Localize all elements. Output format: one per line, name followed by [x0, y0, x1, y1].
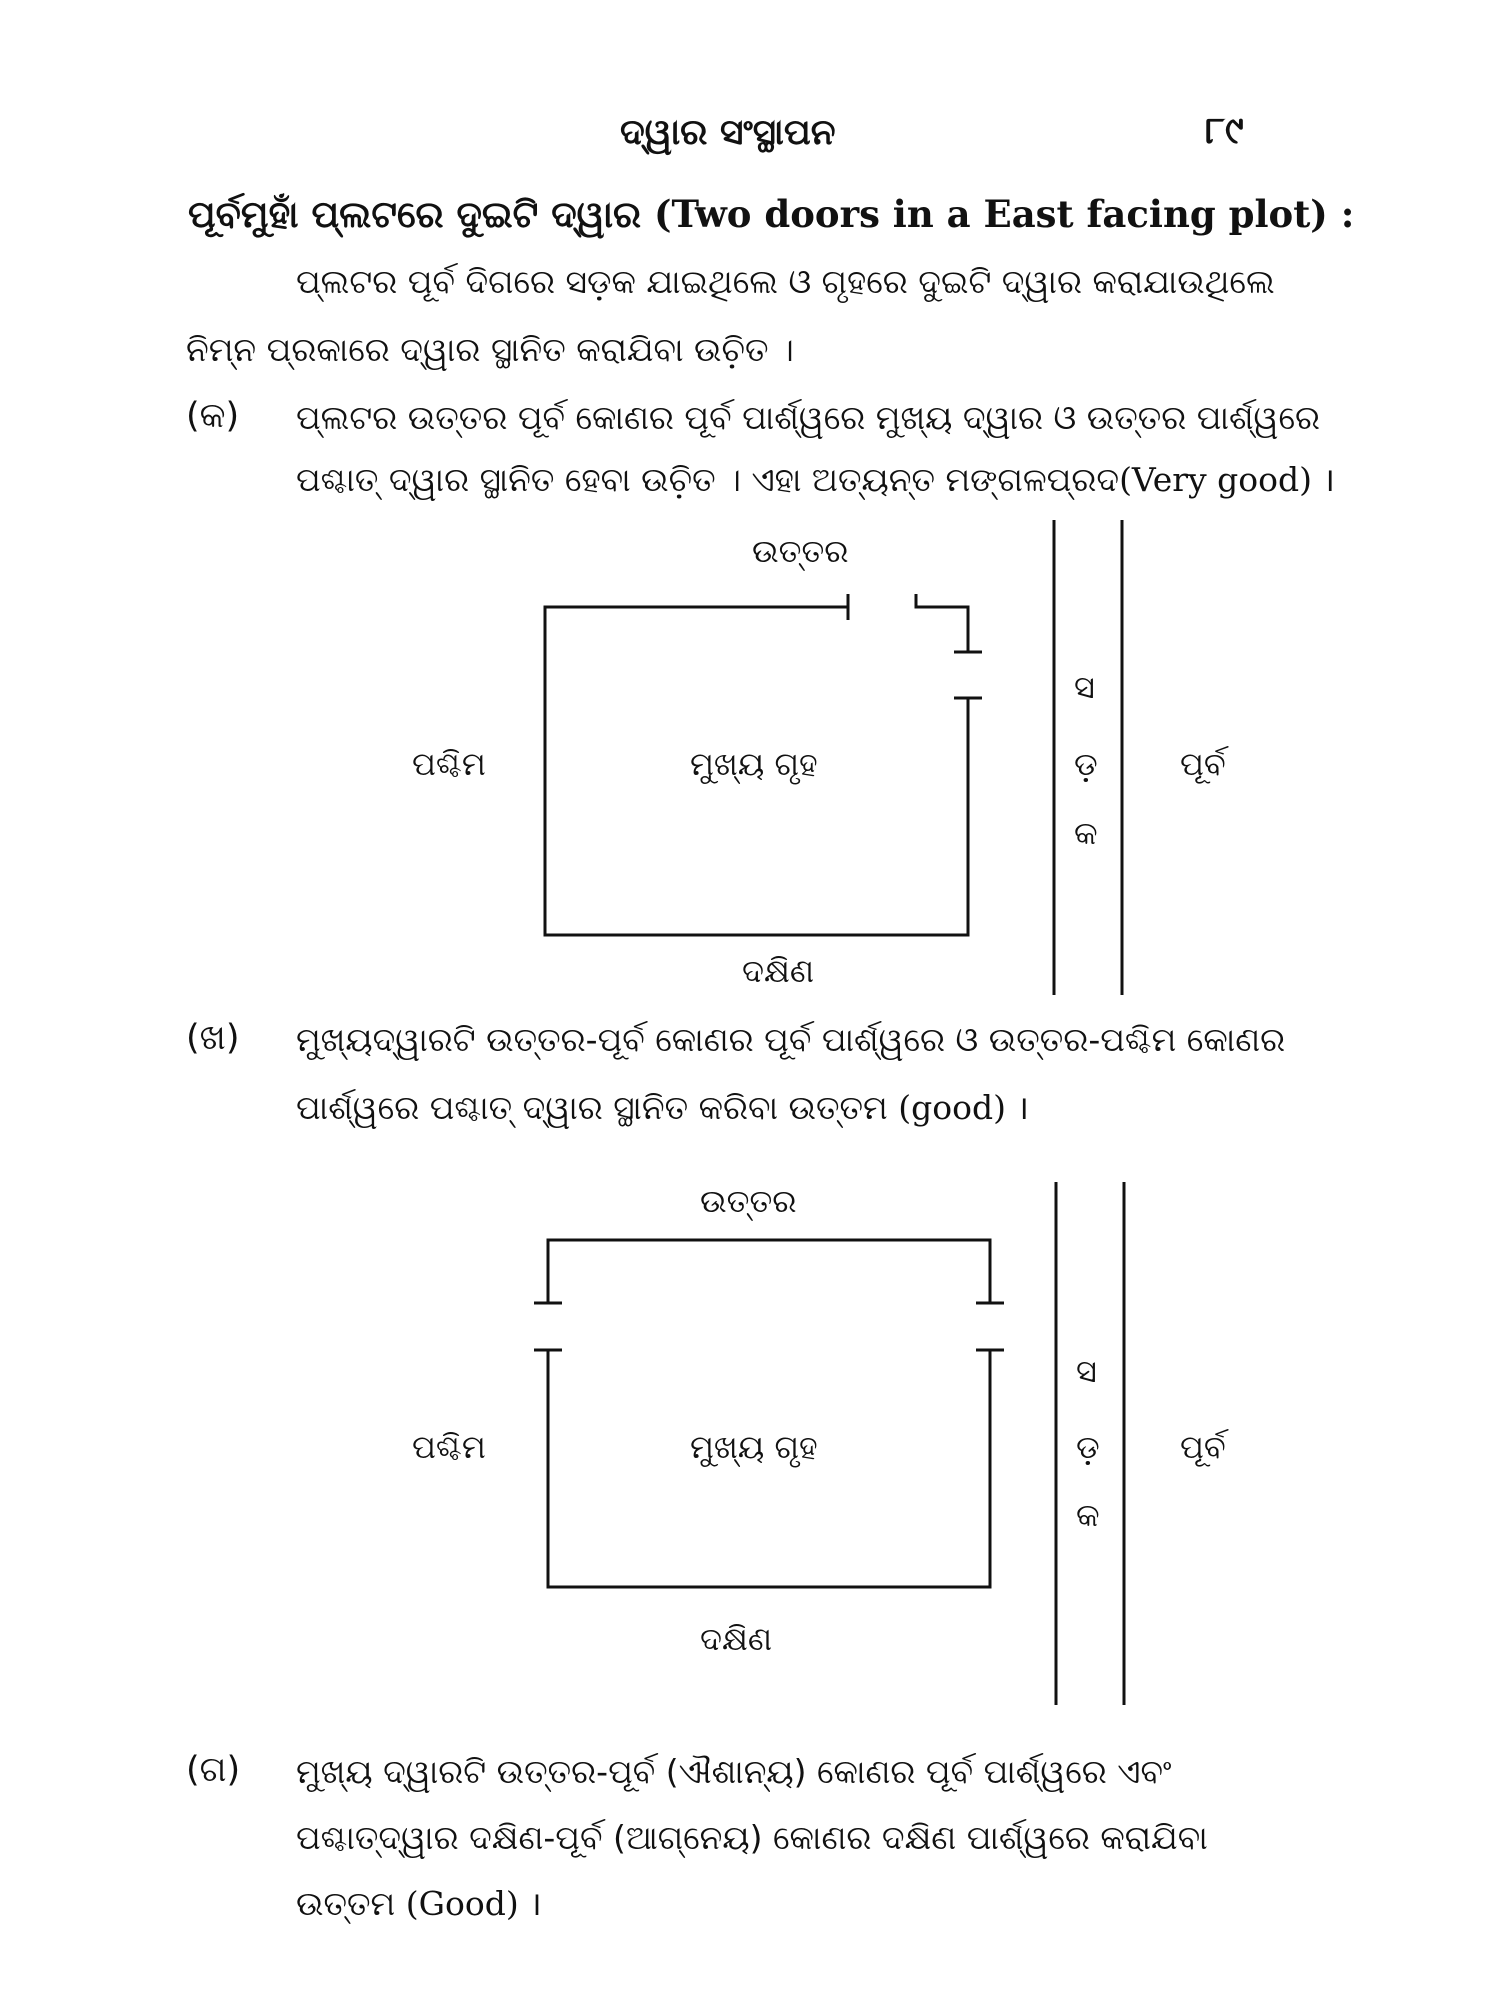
diagram-2-west-label: ପଶ୍ଚିମ — [412, 1428, 486, 1466]
page-number: ୮୯ — [1205, 108, 1244, 152]
item-kha-line-2-odia: ପାର୍ଶ୍ୱରେ ପଶ୍ଚାତ୍ ଦ୍ୱାର ସ୍ଥାନିତ କରିବା ଉତ୍ତମ — [296, 1088, 888, 1127]
diagram-1-road-char-3: କ — [1074, 814, 1098, 852]
diagram-1-house-label: ମୁଖ୍ୟ ଗୃହ — [690, 745, 818, 783]
item-ka-line-2-odia: ପଶ୍ଚାତ୍ ଦ୍ୱାର ସ୍ଥାନିତ ହେବା ଉଚ଼ିତ । ଏହା ଅତ୍ୟନ୍ତ ମଙ୍ଗଳପ୍ରଦ — [296, 460, 1120, 499]
item-ga-line-3-odia: ଉତ୍ତମ — [296, 1884, 396, 1923]
section-heading-english: (Two doors in a East facing plot) : — [653, 192, 1355, 236]
diagram-2-house-label: ମୁଖ୍ୟ ଗୃହ — [690, 1428, 818, 1466]
item-ga-line-1: ମୁଖ୍ୟ ଦ୍ୱାରଟି ଉତ୍ତର-ପୂର୍ବ (ଐଶାନ୍ୟ) କୋଣର ପୂର୍ବ ପାର୍ଶ୍ୱରେ ଏବଂ — [296, 1752, 1172, 1791]
diagram-1-north-label: ଉତ୍ତର — [752, 532, 849, 570]
item-ga-line-3 — [296, 1884, 542, 1924]
diagram-1-west-label: ପଶ୍ଚିମ — [412, 745, 486, 783]
item-kha-line-1: ମୁଖ୍ୟଦ୍ୱାରଟି ଉତ୍ତର-ପୂର୍ବ କୋଣର ପୂର୍ବ ପାର୍ଶ୍ୱରେ ଓ ଉତ୍ତର-ପଶ୍ଚିମ କୋଣର — [296, 1020, 1286, 1059]
house-top-wall-2 — [548, 1240, 990, 1303]
item-ga-marker: (ଗ) — [186, 1750, 241, 1790]
item-kha-line-2-english: (good) । — [898, 1088, 1029, 1127]
house-lower-walls-2 — [548, 1350, 990, 1587]
diagram-2-north-label: ଉତ୍ତର — [700, 1182, 797, 1220]
diagram-1-east-label: ପୂର୍ବ — [1180, 745, 1226, 783]
diagram-1-road-char-1: ସ — [1074, 668, 1095, 706]
diagram-2-road-char-1: ସ — [1076, 1352, 1097, 1390]
item-ka-marker: (କ) — [186, 396, 240, 436]
item-kha-marker: (ଖ) — [186, 1018, 240, 1058]
diagram-1-south-label: ଦକ୍ଷିଣ — [742, 952, 815, 990]
north-door-jamb-right-1 — [916, 594, 968, 652]
item-ka-line-2-english: (Very good) । — [1119, 460, 1336, 499]
section-heading-odia: ପୂର୍ବମୁହାଁ ପ୍ଲଟରେ ଦୁଇଟି ଦ୍ୱାର — [188, 193, 642, 236]
intro-line-1: ପ୍ଲଟର ପୂର୍ବ ଦିଗରେ ସଡ଼କ ଯାଇଥିଲେ ଓ ଗୃହରେ ଦୁଇଟି ଦ୍ୱାର କରାଯାଉଥିଲେ — [296, 262, 1275, 301]
item-ka-line-1: ପ୍ଲଟର ଉତ୍ତର ପୂର୍ବ କୋଣର ପୂର୍ବ ପାର୍ଶ୍ୱରେ ମୁଖ୍ୟ ଦ୍ୱାର ଓ ଉତ୍ତର ପାର୍ଶ୍ୱରେ — [296, 398, 1321, 437]
diagram-2-road-char-2: ଡ଼ — [1076, 1428, 1100, 1466]
diagram-2-east-label: ପୂର୍ବ — [1180, 1428, 1226, 1466]
diagram-2-road-char-3: କ — [1076, 1496, 1100, 1534]
diagram-2-south-label: ଦକ୍ଷିଣ — [700, 1620, 773, 1658]
running-header: ଦ୍ୱାର ସଂସ୍ଥାପନ — [620, 112, 836, 153]
item-ga-line-2: ପଶ୍ଚାତ୍ଦ୍ୱାର ଦକ୍ଷିଣ-ପୂର୍ବ (ଆଗ୍ନେୟ) କୋଣର ଦକ୍ଷିଣ ପାର୍ଶ୍ୱରେ କରାଯିବା — [296, 1818, 1208, 1857]
diagram-1-road-char-2: ଡ଼ — [1074, 745, 1098, 783]
item-ga-line-3-english: (Good) । — [405, 1884, 542, 1923]
intro-line-2: ନିମ୍ନ ପ୍ରକାରେ ଦ୍ୱାର ସ୍ଥାନିତ କରାଯିବା ଉଚ଼ିତ । — [186, 330, 794, 369]
